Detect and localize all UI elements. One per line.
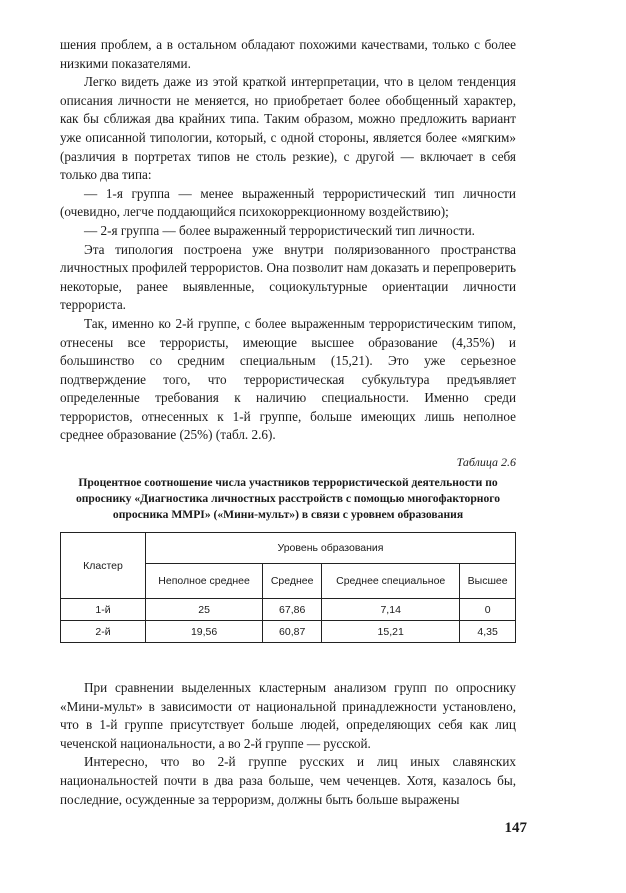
table-cell: 19,56: [146, 621, 263, 643]
table-cell: 0: [460, 599, 516, 621]
paragraph: Интересно, что во 2-й группе русских и лиц иных славянских национальностей почти в два раза больше, чем чеченцев. Хотя, казалось бы, последние, осужденные за терроризм, должны быть больше выражены: [60, 754, 516, 807]
table-header: Неполное среднее: [146, 564, 263, 599]
table-cell: 2-й: [61, 621, 146, 643]
table-row: [61, 599, 516, 621]
paragraph: Так, именно ко 2-й группе, с более выраженным террористическим типом, отнесены все террористы, имеющие высшее образование (4,35%) и большинство со средним специальным (15,21). Это уже серьезное подтверждение того, что террористическая субкультура предъявляет определенные требования к наличию специальности. Именно среди террористов, отнесенных к 1-й группе, больше имеющих лишь неполное среднее образование (25%) (табл. 2.6).: [60, 315, 516, 443]
table-cell: 25: [146, 599, 263, 621]
table-cell: 60,87: [263, 621, 322, 643]
page-body: [60, 36, 516, 809]
table-row: [61, 621, 516, 643]
table-cell: 7,14: [322, 599, 460, 621]
table-cell: 15,21: [322, 621, 460, 643]
paragraph: Эта типология построена уже внутри поляризованного пространства личностных профилей террористов. Она позволит нам доказать и перепроверить некоторые, ранее выявленные, социокультурные ориентации личности террориста.: [60, 241, 516, 313]
table-header: Среднее: [263, 564, 322, 599]
table-header: Высшее: [460, 564, 516, 599]
paragraph: Легко видеть даже из этой краткой интерпретации, что в целом тенденция описания личности не меняется, но приобретает более обобщенный характер, как бы сближая два крайних типа. Таким образом, можно предложить вариант уже описанной типологии, который, с одной стороны, является более «мягким» (различия в портретах типов не столь резкие), с другой — включает в себя только два типа:: [60, 74, 516, 183]
list-item: — 2-я группа — более выраженный террористический тип личности.: [84, 222, 475, 238]
table-header: Среднее специальное: [322, 564, 460, 599]
paragraph: При сравнении выделенных кластерным анализом групп по опроснику «Мини-мульт» в зависимости от национальной принадлежности установлено, что в 1-й группе присутствует больше людей, определяющих себя как лиц чеченской национальности, а во 2-й группе — русской.: [60, 680, 516, 751]
paragraph: шения проблем, а в остальном обладают похожими качествами, только с более низкими показателями.: [60, 37, 516, 71]
table-label: Таблица 2.6: [456, 455, 516, 470]
table-cell: 67,86: [263, 599, 322, 621]
table-header-group: Уровень образования: [146, 533, 516, 564]
page-number: 147: [504, 820, 527, 836]
list-item: — 1-я группа — менее выраженный террористический тип личности (очевидно, легче поддающийся психокоррекционному воздействию);: [60, 185, 516, 220]
table-cell: 4,35: [460, 621, 516, 643]
table-title: Процентное соотношение числа участников террористической деятельности по опроснику «Диагностика личностных расстройств с помощью многофакторного опросника MMPI» («Мини-мульт») в связи с уровнем образования: [75, 476, 501, 522]
table-cell: 1-й: [61, 599, 146, 621]
table-header-cluster: Кластер: [61, 533, 146, 599]
education-table: [60, 532, 516, 643]
